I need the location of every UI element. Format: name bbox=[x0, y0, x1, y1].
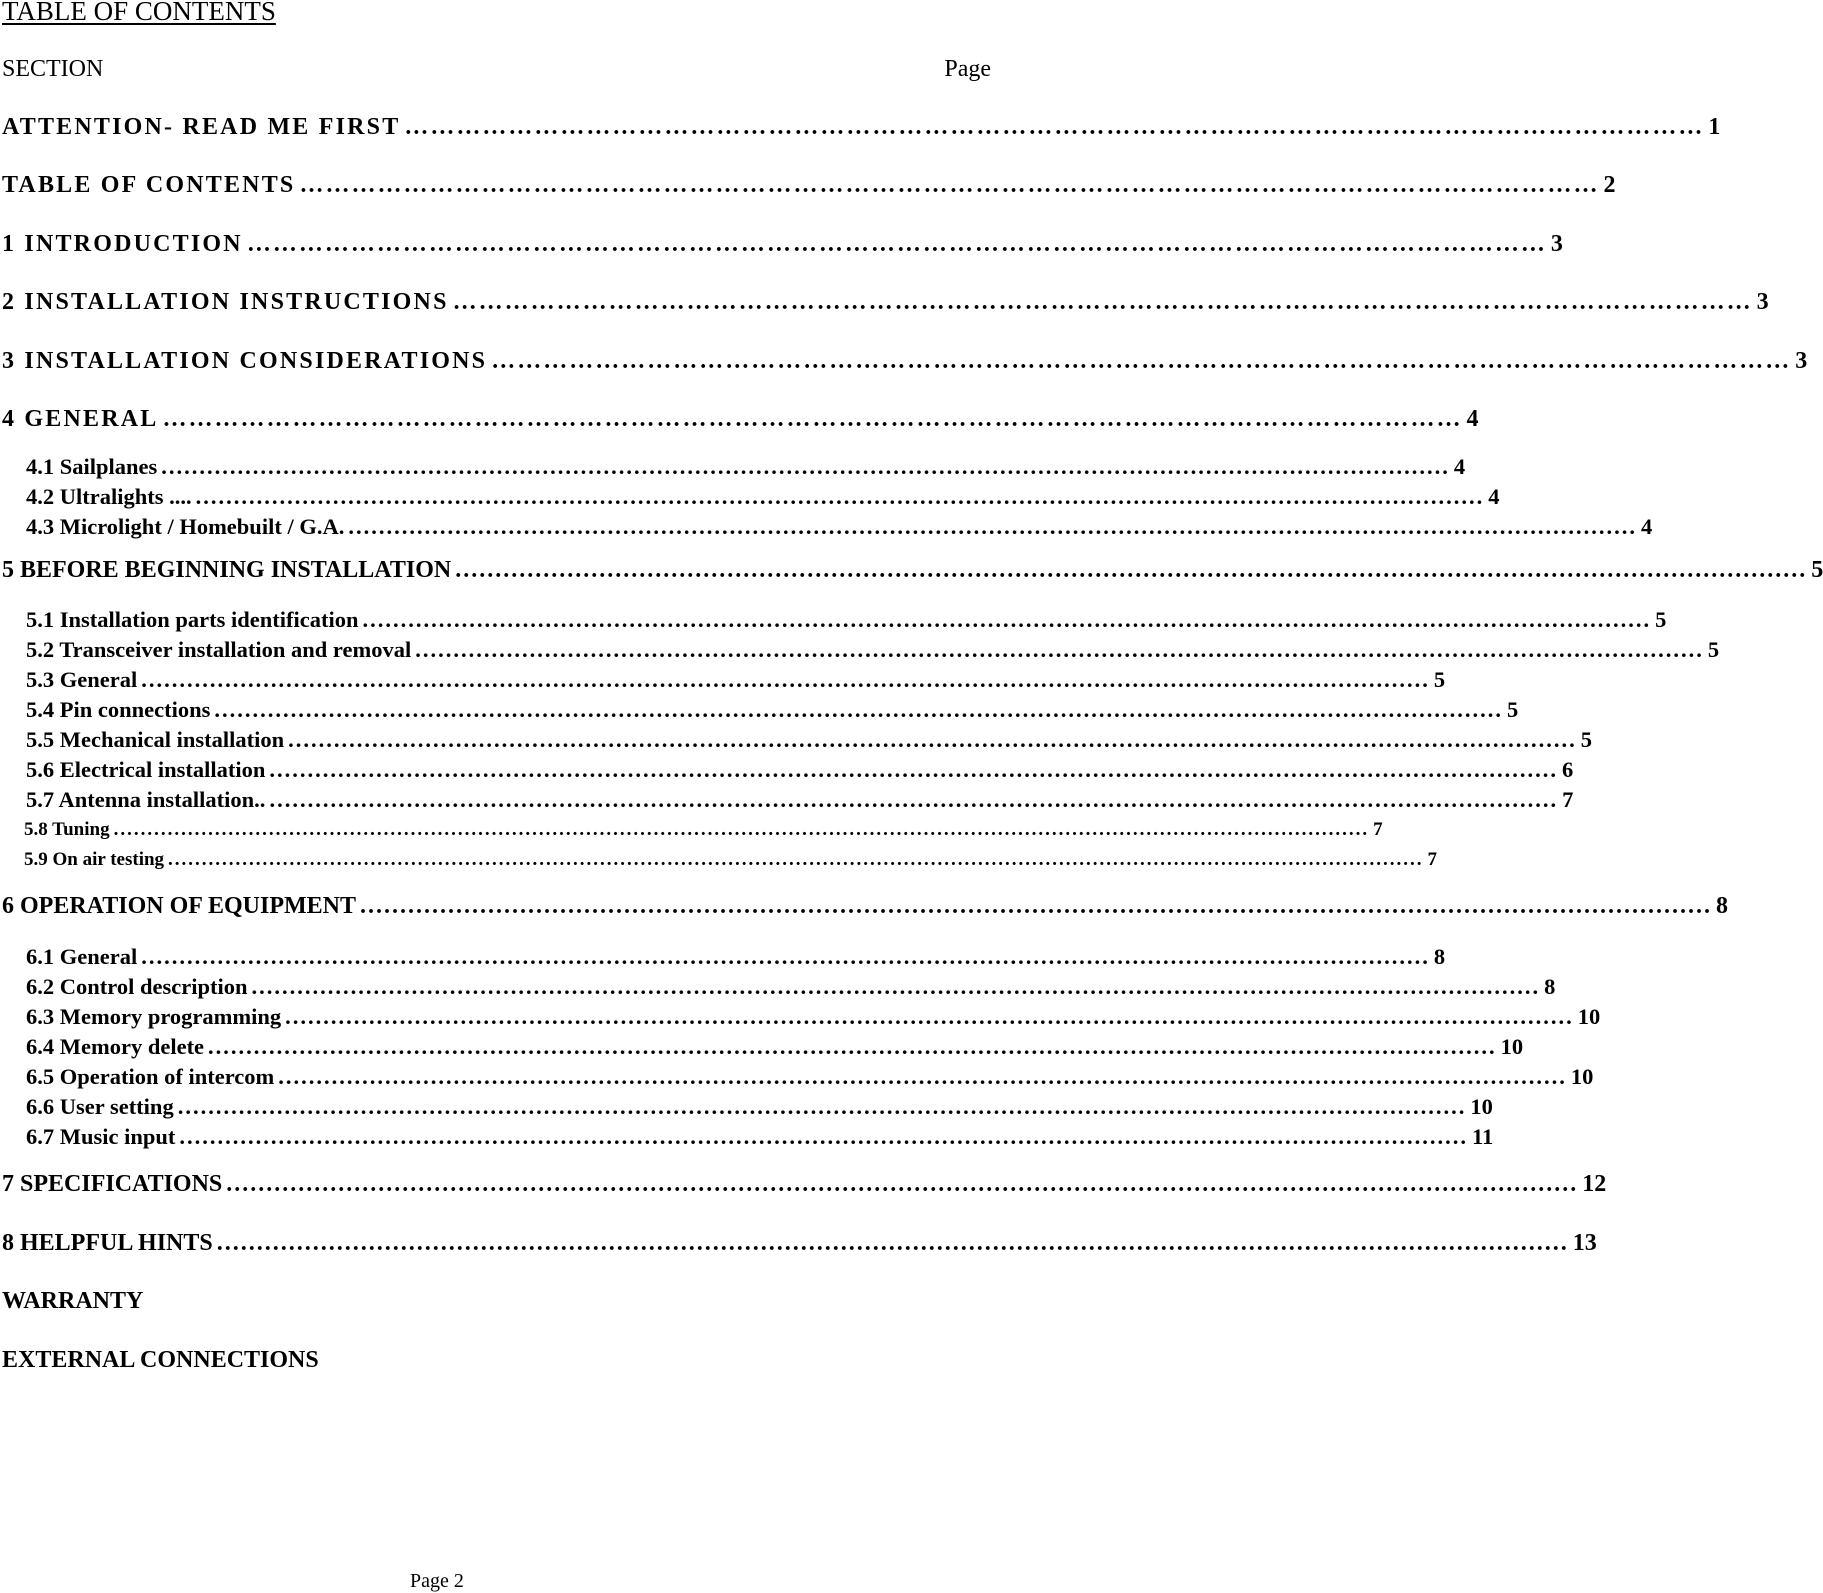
toc-entry-specifications[interactable] bbox=[2, 1171, 1607, 1198]
toc-subentry-memory-delete[interactable] bbox=[26, 1034, 1524, 1060]
toc-entry-page: 3 bbox=[1756, 289, 1771, 315]
dot-leader: ......................................................................................................................................................................... bbox=[269, 787, 1559, 812]
toc-entry-page: 13 bbox=[1572, 1230, 1597, 1256]
toc-entry-page: 1 bbox=[1708, 114, 1723, 140]
toc-subentry-general-6[interactable] bbox=[26, 944, 1446, 970]
toc-entry-page: 10 bbox=[1500, 1034, 1524, 1059]
section-column-header: SECTION bbox=[2, 56, 104, 82]
toc-entry-page: 5 bbox=[1655, 607, 1667, 632]
toc-entry-page: 5 bbox=[1580, 727, 1592, 752]
toc-entry-label: 3 INSTALLATION CONSIDERATIONS bbox=[2, 348, 488, 374]
toc-subentry-transceiver-installation[interactable] bbox=[26, 637, 1720, 663]
toc-entry-page: 12 bbox=[1582, 1171, 1607, 1197]
dot-leader: …………………………………………………………………………………………………………………………………… bbox=[246, 231, 1547, 257]
toc-entry-page: 6 bbox=[1561, 757, 1574, 782]
toc-subentry-mechanical-installation[interactable] bbox=[26, 727, 1592, 753]
toc-subentry-electrical-installation[interactable] bbox=[26, 757, 1574, 783]
toc-subentry-memory-programming[interactable] bbox=[26, 1004, 1601, 1030]
toc-entry-external-connections[interactable]: EXTERNAL CONNECTIONS bbox=[2, 1347, 319, 1373]
toc-entry-label: 1 INTRODUCTION bbox=[2, 231, 243, 257]
toc-entry-label: 5.3 General bbox=[26, 667, 138, 692]
dot-leader: ......................................................................................................................................................................... bbox=[216, 1230, 1569, 1256]
toc-entry-label: 6.7 Music input bbox=[26, 1124, 176, 1149]
toc-entry-page: 8 bbox=[1544, 974, 1556, 999]
page-title: TABLE OF CONTENTS bbox=[2, 0, 276, 26]
toc-entry-label: 5.9 On air testing bbox=[24, 849, 165, 870]
dot-leader: …………………………………………………………………………………………………………………………………… bbox=[299, 172, 1600, 198]
toc-entry-table-of-contents[interactable] bbox=[2, 172, 1618, 199]
toc-entry-before-beginning[interactable] bbox=[2, 557, 1823, 584]
toc-entry-label: 6.5 Operation of intercom bbox=[26, 1064, 275, 1089]
toc-entry-page: 10 bbox=[1570, 1064, 1594, 1089]
toc-entry-page: 10 bbox=[1577, 1004, 1601, 1029]
toc-entry-label: 2 INSTALLATION INSTRUCTIONS bbox=[2, 289, 449, 315]
dot-leader: ......................................................................................................................................................................... bbox=[269, 757, 1558, 782]
dot-leader: ......................................................................................................................................................................... bbox=[285, 1004, 1574, 1029]
toc-entry-page: 2 bbox=[1603, 172, 1618, 198]
toc-subentry-control-description[interactable] bbox=[26, 974, 1556, 1000]
dot-leader: ......................................................................................................................................................................... bbox=[455, 557, 1808, 583]
dot-leader: .......................................................................................................................................................................................... bbox=[113, 819, 1370, 840]
toc-entry-label: 8 HELPFUL HINTS bbox=[2, 1230, 213, 1256]
toc-entry-label: 4 GENERAL bbox=[2, 406, 159, 432]
toc-entry-operation-of-equipment[interactable] bbox=[2, 893, 1729, 920]
toc-entry-page: 5 bbox=[1433, 667, 1446, 692]
toc-entry-warranty[interactable]: WARRANTY bbox=[2, 1288, 144, 1314]
dot-leader: …………………………………………………………………………………………………………………………………… bbox=[162, 406, 1463, 432]
toc-entry-label: 6.6 User setting bbox=[26, 1094, 174, 1119]
toc-entry-label: 4.1 Sailplanes bbox=[26, 454, 158, 479]
dot-leader: ......................................................................................................................................................................... bbox=[251, 974, 1541, 999]
toc-entry-introduction[interactable] bbox=[2, 231, 1566, 258]
toc-entry-page: 8 bbox=[1433, 944, 1446, 969]
dot-leader: .......................................................................................................................................................................................... bbox=[168, 849, 1424, 870]
toc-subentry-antenna-installation[interactable] bbox=[26, 787, 1574, 813]
toc-subentry-ultralights[interactable] bbox=[26, 484, 1500, 510]
toc-entry-page: 7 bbox=[1562, 787, 1574, 812]
toc-entry-page: 5 bbox=[1707, 637, 1720, 662]
dot-leader: ......................................................................................................................................................................... bbox=[362, 607, 1652, 632]
toc-entry-page: 4 bbox=[1453, 454, 1466, 479]
toc-entry-page: 4 bbox=[1488, 484, 1500, 509]
toc-entry-installation-instructions[interactable] bbox=[2, 289, 1771, 316]
toc-entry-page: 5 bbox=[1811, 557, 1823, 583]
toc-subentry-microlight[interactable] bbox=[26, 514, 1653, 540]
toc-entry-label: ATTENTION- READ ME FIRST bbox=[2, 114, 401, 140]
toc-subentry-pin-connections[interactable] bbox=[26, 697, 1519, 723]
dot-leader: ......................................................................................................................................................................... bbox=[179, 1124, 1469, 1149]
toc-entry-page: 4 bbox=[1466, 406, 1481, 432]
toc-entry-helpful-hints[interactable] bbox=[2, 1230, 1597, 1257]
toc-entry-general[interactable] bbox=[2, 406, 1481, 433]
toc-entry-label: 5 BEFORE BEGINNING INSTALLATION bbox=[2, 557, 452, 583]
toc-entry-label: 5.4 Pin connections bbox=[26, 697, 211, 722]
dot-leader: …………………………………………………………………………………………………………………………………… bbox=[452, 289, 1753, 315]
dot-leader: ......................................................................................................................................................................... bbox=[415, 637, 1704, 662]
toc-subentry-on-air-testing[interactable] bbox=[24, 849, 1438, 871]
toc-entry-page: 10 bbox=[1470, 1094, 1493, 1119]
toc-entry-page: 3 bbox=[1795, 348, 1810, 374]
toc-entry-label: 4.2 Ultralights .... bbox=[26, 484, 192, 509]
page-number-footer: Page 2 bbox=[410, 1570, 464, 1592]
toc-subentry-tuning[interactable] bbox=[24, 819, 1383, 841]
toc-entry-label: 4.3 Microlight / Homebuilt / G.A. bbox=[26, 514, 345, 539]
toc-entry-page: 11 bbox=[1472, 1124, 1494, 1149]
toc-entry-page: 7 bbox=[1373, 819, 1383, 840]
toc-entry-attention[interactable] bbox=[2, 114, 1723, 141]
toc-entry-label: TABLE OF CONTENTS bbox=[2, 172, 296, 198]
toc-entry-label: 6 OPERATION OF EQUIPMENT bbox=[2, 893, 357, 919]
dot-leader: ......................................................................................................................................................................... bbox=[226, 1171, 1579, 1197]
dot-leader: …………………………………………………………………………………………………………………………………… bbox=[404, 114, 1705, 140]
dot-leader: ......................................................................................................................................................................... bbox=[141, 944, 1430, 969]
toc-entry-installation-considerations[interactable] bbox=[2, 348, 1810, 375]
dot-leader: …………………………………………………………………………………………………………………………………… bbox=[491, 348, 1792, 374]
toc-entry-label: 6.2 Control description bbox=[26, 974, 248, 999]
toc-entry-label: 7 SPECIFICATIONS bbox=[2, 1171, 223, 1197]
toc-subentry-operation-of-intercom[interactable] bbox=[26, 1064, 1594, 1090]
dot-leader: ......................................................................................................................................................................... bbox=[360, 893, 1713, 919]
dot-leader: ......................................................................................................................................................................... bbox=[141, 667, 1430, 692]
toc-subentry-sailplanes[interactable] bbox=[26, 454, 1466, 480]
dot-leader: ......................................................................................................................................................................... bbox=[278, 1064, 1567, 1089]
page-column-header: Page bbox=[944, 56, 991, 82]
dot-leader: ......................................................................................................................................................................... bbox=[348, 514, 1637, 539]
toc-entry-label: 5.7 Antenna installation.. bbox=[26, 787, 266, 812]
toc-entry-label: 5.5 Mechanical installation bbox=[26, 727, 285, 752]
toc-entry-label: 5.2 Transceiver installation and removal bbox=[26, 637, 412, 662]
toc-entry-label: 5.1 Installation parts identification bbox=[26, 607, 359, 632]
dot-leader: ......................................................................................................................................................................... bbox=[208, 1034, 1497, 1059]
toc-subentry-music-input[interactable] bbox=[26, 1124, 1494, 1150]
toc-entry-label: 5.8 Tuning bbox=[24, 819, 110, 840]
toc-subentry-general-5[interactable] bbox=[26, 667, 1446, 693]
dot-leader: ......................................................................................................................................................................... bbox=[195, 484, 1485, 509]
toc-entry-page: 7 bbox=[1427, 849, 1438, 870]
toc-subentry-user-setting[interactable] bbox=[26, 1094, 1493, 1120]
toc-entry-page: 5 bbox=[1507, 697, 1519, 722]
toc-entry-label: 6.1 General bbox=[26, 944, 138, 969]
toc-entry-page: 8 bbox=[1716, 893, 1729, 919]
toc-entry-page: 4 bbox=[1640, 514, 1653, 539]
dot-leader: ......................................................................................................................................................................... bbox=[177, 1094, 1467, 1119]
toc-entry-label: 5.6 Electrical installation bbox=[26, 757, 266, 782]
dot-leader: ......................................................................................................................................................................... bbox=[214, 697, 1504, 722]
toc-entry-label: 6.4 Memory delete bbox=[26, 1034, 205, 1059]
dot-leader: ......................................................................................................................................................................... bbox=[161, 454, 1450, 479]
toc-entry-page: 3 bbox=[1550, 231, 1566, 257]
toc-subentry-parts-identification[interactable] bbox=[26, 607, 1667, 633]
dot-leader: ......................................................................................................................................................................... bbox=[288, 727, 1577, 752]
toc-entry-label: 6.3 Memory programming bbox=[26, 1004, 282, 1029]
